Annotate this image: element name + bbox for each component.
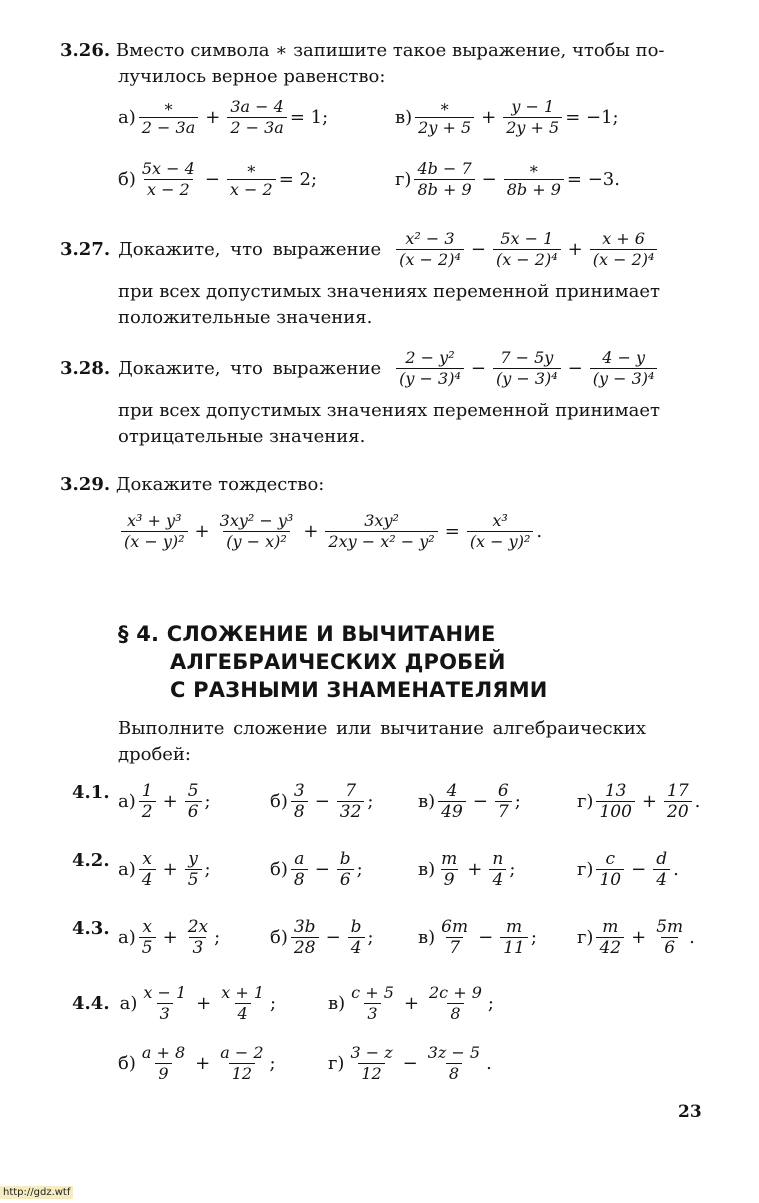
fraction: $\frac{b}{6}$: [337, 850, 354, 889]
fraction: ∗ 8b + 9: [504, 160, 564, 199]
fraction: 4 49: [438, 782, 466, 821]
fraction: x 5: [139, 918, 156, 957]
exercise-item: г) 13 100 + $\frac{17}{20}$ .: [577, 781, 701, 822]
fraction: $\frac{y - 1}{2y + 5}$: [503, 98, 562, 137]
fraction: $\frac{4 - y}{\text{(y − 3)⁴}}$: [590, 349, 658, 388]
item-label: а): [118, 107, 136, 128]
item-label: б): [270, 859, 288, 880]
exercise-item: в) m 9 + $\frac{n}{4}$ ;: [418, 849, 516, 890]
fraction: ∗ x − 2: [227, 160, 276, 199]
item-label: г): [577, 791, 594, 812]
problem-number: 4.2.: [72, 850, 110, 871]
fraction: $\frac{6}{7}$: [495, 782, 512, 821]
equation-326-v: в) ∗ 2y + 5 + $\frac{y - 1}{2y + 5}$ = −1;: [395, 97, 619, 137]
fraction: m 9: [441, 849, 458, 890]
problem-4-2: [72, 850, 116, 871]
exercise-item: б) a 8 − $\frac{b}{6}$ ;: [270, 849, 363, 890]
item-label: в): [418, 927, 436, 948]
fraction: 13 100: [596, 782, 634, 821]
item-label: г): [395, 169, 412, 190]
fraction: $\frac{7 - 5y}{\text{(y − 3)⁴}}$: [493, 349, 561, 388]
item-label: а): [118, 791, 136, 812]
fraction: $\frac{17}{20}$: [664, 782, 692, 821]
fraction: $\frac{n}{4}$: [489, 850, 506, 889]
section-heading-cont: АЛГЕБРАИЧЕСКИХ ДРОБЕЙ: [170, 650, 506, 674]
problem-4-4-g: г) 3 − z 12 − $\frac{3z - 5}{8}$ .: [328, 1043, 492, 1083]
exercise-item: а) 1 2 + $\frac{5}{6}$ ;: [118, 781, 211, 822]
problem-4-1: [72, 782, 116, 803]
problem-3-29: [60, 472, 324, 498]
fraction: x³ + y³ (x − y)²: [121, 512, 188, 551]
item-label: г): [577, 927, 594, 948]
item-label: г): [328, 1053, 345, 1074]
fraction: c 10: [596, 850, 624, 889]
problem-text-cont: при всех допустимых значениях переменной принимает: [118, 281, 660, 302]
fraction: $\frac{\text{3xy²}}{\text{2xy − x² − y²}}$: [325, 512, 437, 551]
fraction: x − 1 3: [143, 983, 187, 1023]
problem-number: 4.1.: [72, 782, 110, 803]
problem-text-cont: лучилось верное равенство:: [118, 66, 386, 87]
fraction: $\frac{3z - 5}{8}$: [427, 1043, 481, 1083]
fraction: $\frac{m}{11}$: [500, 918, 528, 957]
fraction: $\frac{7}{32}$: [337, 782, 365, 821]
equation-326-a: а) ∗ 2 − 3a + $\frac{3a - 4}{2 - 3a}$ = 1;: [118, 97, 329, 137]
equation-326-b: б) 5x − 4 x − 2 − ∗ x − 2 = 2;: [118, 159, 318, 199]
page-number: 23: [678, 1102, 702, 1122]
equation-326-g: г) 4b − 7 8b + 9 − ∗ 8b + 9 = −3.: [395, 159, 620, 199]
problem-4-4: 4.4. а) x − 1 3 + $\frac{x + 1}{4}$ ;: [72, 983, 277, 1023]
fraction: a + 8 9: [141, 1043, 186, 1083]
fraction: 3 − z 12: [350, 1043, 393, 1083]
item-label: б): [270, 927, 288, 948]
problem-number: 4.4.: [72, 993, 110, 1014]
item-label: б): [118, 1053, 136, 1074]
problem-number: 4.3.: [72, 918, 110, 939]
fraction: $\frac{3a - 4}{2 - 3a}$: [227, 98, 286, 137]
fraction: $\frac{y}{5}$: [185, 850, 202, 889]
item-label: б): [118, 169, 136, 190]
item-label: г): [577, 859, 594, 880]
identity-329: x³ + y³ (x − y)² + $\frac{\text{3xy² − y³}}{\text{(y − x)²}}$ + $\frac{\text{3xy²}}{\text{2xy − x² − y²}}$ = $\frac{\text{x³}}{\text{(x − y)²}}$ .: [118, 512, 542, 551]
fraction: $\frac{\text{3xy² − y³}}{\text{(y − x)²}}$: [219, 511, 294, 551]
fraction: $\frac{5x - 1}{\text{(x − 2)⁴}}$: [493, 230, 561, 269]
exercise-item: г) m 42 + $\frac{5m}{6}$ .: [577, 917, 695, 958]
problem-number: 3.28.: [60, 358, 111, 379]
problem-number: 3.26.: [60, 40, 111, 61]
item-label: б): [270, 791, 288, 812]
exercise-item: а) x 4 + $\frac{y}{5}$ ;: [118, 849, 211, 890]
fraction: $\frac{x + 6}{\text{(x − 2)⁴}}$: [590, 230, 658, 269]
problem-number: 3.27.: [60, 239, 111, 260]
fraction: x² − 3 (x − 2)⁴: [396, 230, 464, 269]
item-label: а): [119, 993, 138, 1014]
problem-text-cont: отрицательные значения.: [118, 426, 366, 447]
fraction: $\frac{x + 1}{4}$: [221, 983, 265, 1023]
fraction: $\frac{\text{x³}}{\text{(x − y)²}}$: [467, 512, 534, 551]
fraction: $\frac{d}{4}$: [653, 850, 670, 889]
fraction: x 4: [139, 850, 156, 889]
problem-4-4-b: б) a + 8 9 + $\frac{a - 2}{12}$ ;: [118, 1043, 276, 1083]
problem-number: 3.29.: [60, 474, 111, 495]
fraction: $\frac{5m}{6}$: [656, 917, 684, 958]
problem-3-26: [60, 38, 664, 64]
item-label: в): [418, 791, 436, 812]
fraction: $\frac{5}{6}$: [185, 782, 202, 821]
fraction: $\frac{b}{4}$: [348, 918, 365, 957]
problem-text-cont: положительные значения.: [118, 307, 373, 328]
fraction: 1 2: [139, 782, 156, 821]
fraction: c + 5 3: [351, 983, 394, 1023]
fraction: 3 8: [291, 782, 308, 821]
problem-text-cont: при всех допустимых значениях переменной принимает: [118, 400, 660, 421]
problem-text: Докажите, что выражение: [118, 239, 382, 260]
instruction-text: Выполните сложение или вычитание алгебраических: [118, 718, 647, 739]
fraction: m 42: [596, 918, 624, 957]
section-heading-cont: С РАЗНЫМИ ЗНАМЕНАТЕЛЯМИ: [170, 678, 548, 702]
exercise-item: г) c 10 − $\frac{d}{4}$ .: [577, 849, 679, 890]
exercise-item: б) 3 8 − $\frac{7}{32}$ ;: [270, 781, 374, 822]
watermark-link[interactable]: http://gdz.wtf: [0, 1186, 73, 1199]
item-label: а): [118, 927, 136, 948]
exercise-item: а) x 5 + $\frac{2x}{3}$ ;: [118, 917, 221, 958]
fraction: 4b − 7 8b + 9: [414, 160, 474, 199]
item-label: в): [328, 993, 346, 1014]
item-label: а): [118, 859, 136, 880]
problem-text: Вместо символа ∗ запишите такое выражение, чтобы по-: [115, 40, 665, 61]
problem-4-3: [72, 918, 116, 939]
section-heading: § 4. СЛОЖЕНИЕ И ВЫЧИТАНИЕ: [118, 622, 496, 646]
fraction: ∗ 2 − 3a: [139, 98, 198, 137]
exercise-item: б) 3b 28 − $\frac{b}{4}$ ;: [270, 917, 374, 958]
fraction: 2 − y² (y − 3)⁴: [396, 349, 464, 388]
problem-text: Докажите тождество:: [115, 474, 325, 495]
item-label: в): [395, 107, 413, 128]
fraction: a 8: [291, 850, 308, 889]
exercise-item: в) 4 49 − $\frac{6}{7}$ ;: [418, 781, 521, 822]
fraction: ∗ 2y + 5: [415, 98, 474, 137]
fraction: $\frac{2c + 9}{8}$: [428, 983, 482, 1023]
fraction: 3b 28: [291, 918, 319, 957]
fraction: $\frac{a - 2}{12}$: [220, 1043, 264, 1083]
fraction: $\frac{2x}{3}$: [187, 917, 209, 958]
problem-3-28: 3.28. Докажите, что выражение 2 − y² (y − 3)⁴ − $\frac{7 - 5y}{\text{(y − 3)⁴}}$ − $\frac{4 - y}{\text{(y − 3)⁴}}$: [60, 349, 660, 388]
fraction: 5x − 4 x − 2: [141, 159, 195, 199]
item-label: в): [418, 859, 436, 880]
fraction: 6m 7: [441, 917, 469, 958]
instruction-text-cont: дробей:: [118, 744, 191, 765]
problem-4-4-v: в) c + 5 3 + $\frac{2c + 9}{8}$ ;: [328, 983, 494, 1023]
exercise-item: в) 6m 7 − $\frac{m}{11}$ ;: [418, 917, 537, 958]
problem-text: Докажите, что выражение: [118, 358, 382, 379]
problem-3-27: 3.27. Докажите, что выражение x² − 3 (x − 2)⁴ − $\frac{5x - 1}{\text{(x − 2)⁴}}$ + $\frac{x + 6}{\text{(x − 2)⁴}}$: [60, 230, 660, 269]
